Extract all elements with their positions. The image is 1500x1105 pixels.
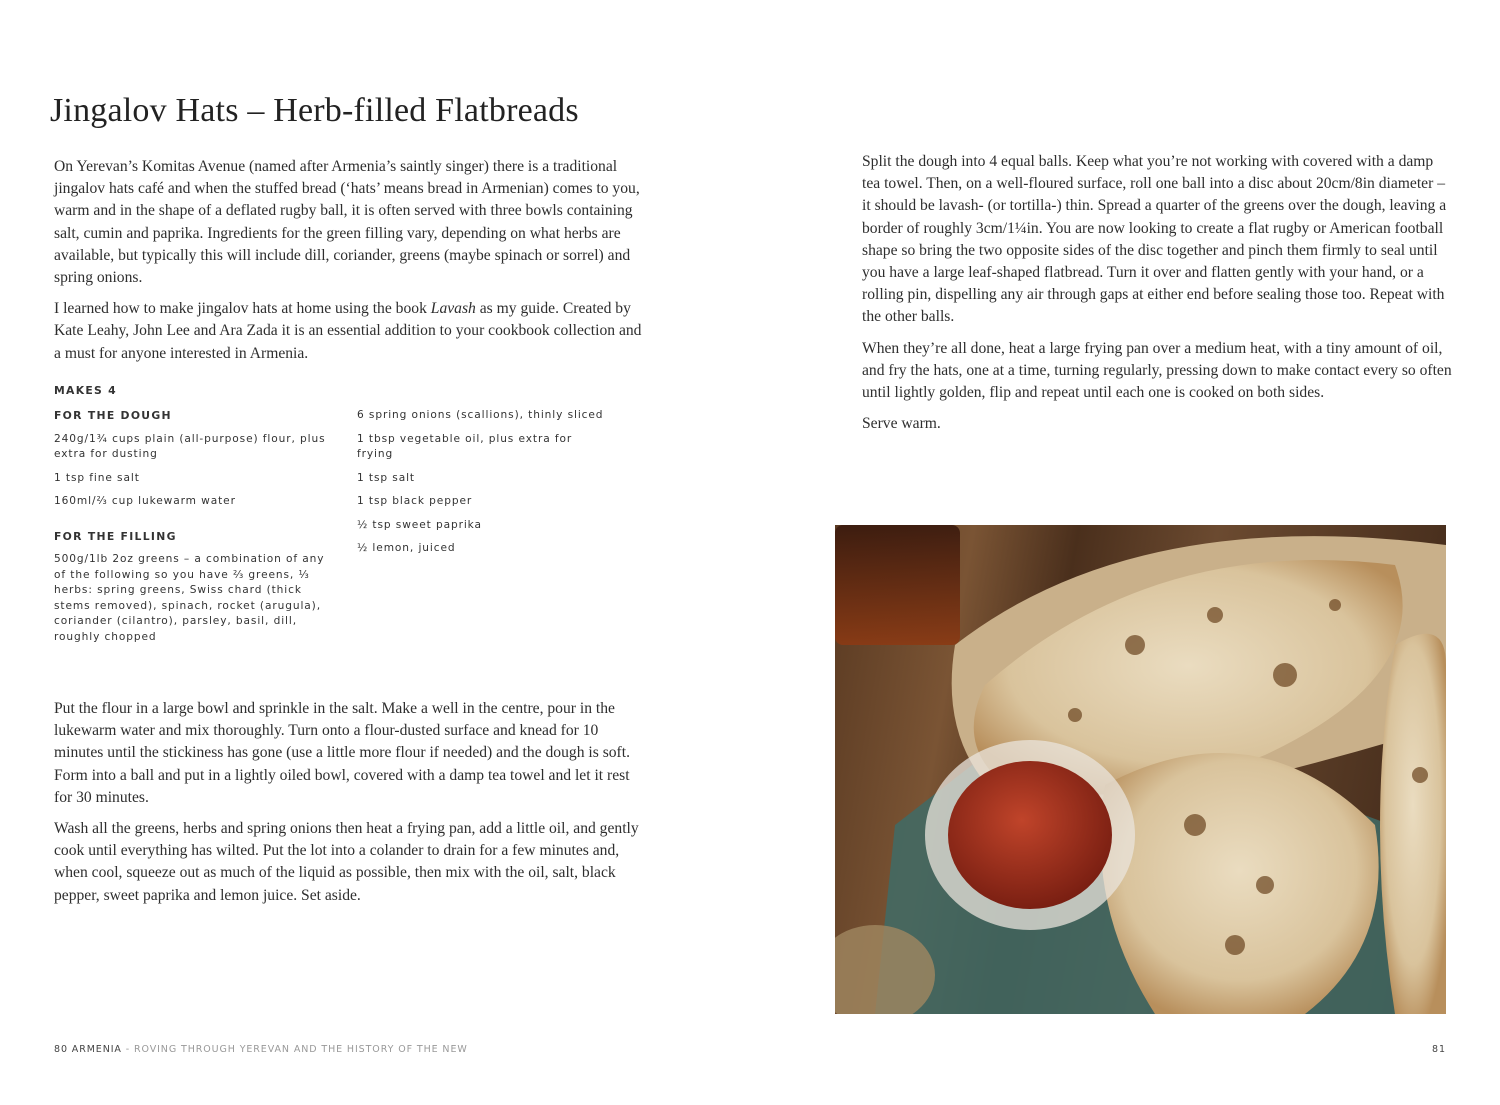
intro-paragraph: On Yerevan’s Komitas Avenue (named after Armenia’s saintly singer) there is a traditional jingalov hats café and when the stuffed bread (‘hats’ means bread in Armenian) comes to you, warm and in the shape of a deflated rugby ball, it is often served with three bowls containing salt, cumin and paprika. Ingredients for the green filling vary, depending on what herbs are available, but typically this will include dill, coriander, greens (maybe spinach or sorrel) and spring onions.: [54, 158, 640, 287]
ingredient: ½ lemon, juiced: [357, 542, 456, 554]
book-title: Lavash: [430, 300, 476, 318]
ingredient: 1 tbsp vegetable oil, plus extra for frying: [357, 432, 573, 460]
method-step: Serve warm.: [862, 415, 941, 433]
ingredients-column-2: [357, 408, 647, 565]
method-step: When they’re all done, heat a large frying pan over a medium heat, with a tiny amount of oil, and fry the hats, one at a time, turning regularly, pressing down to make contact every so often until lightly golden, flip and repeat until each one is cooked on both sides.: [862, 339, 1452, 402]
text: I learned how to make jingalov hats at home using the book: [54, 300, 431, 318]
ingredient: 240g/1¾ cups plain (all-purpose) flour, plus extra for dusting: [54, 432, 326, 460]
ingredient: 6 spring onions (scallions), thinly sliced: [357, 409, 604, 421]
page-number-section: 80 ARMENIA: [54, 1044, 122, 1055]
yield-label: MAKES 4: [54, 384, 117, 397]
ingredient: 500g/1lb 2oz greens – a combination of any of the following so you have ⅔ greens, ⅓ herbs: spring greens, Swiss chard (thick stems removed), spinach, rocket (arugula), coriander (cilantro), parsley, basil, dill, roughly chopped: [54, 553, 325, 643]
ingredient: 160ml/⅔ cup lukewarm water: [54, 495, 236, 507]
method-step: Put the flour in a large bowl and sprinkle in the salt. Make a well in the centre, pour in the lukewarm water and mix thoroughly. Turn onto a flour-dusted surface and knead for 10 minutes until the stickiness has gone (use a little more flour if needed) and the dough is soft. Form into a ball and put in a lightly oiled bowl, covered with a damp tea towel and let it rest for 30 minutes.: [54, 700, 630, 806]
method-left: [54, 698, 644, 916]
footer-left: [54, 1044, 468, 1055]
ingredient: ½ tsp sweet paprika: [357, 518, 482, 531]
dough-heading: FOR THE DOUGH: [54, 409, 172, 422]
ingredients-column-1: [54, 408, 344, 653]
method-right: [862, 151, 1452, 444]
flatbread-illustration: [835, 525, 1446, 1014]
page-number-right: 81: [1432, 1044, 1446, 1055]
intro-paragraph-book: [54, 298, 644, 365]
food-photo: [835, 525, 1446, 1014]
ingredient: 1 tsp fine salt: [54, 471, 140, 484]
ingredient: 1 tsp salt: [357, 471, 415, 484]
method-step: Wash all the greens, herbs and spring onions then heat a frying pan, add a little oil, and gently cook until everything has wilted. Put the lot into a colander to drain for a few minutes and, when cool, squeeze out as much of the liquid as possible, then mix with the oil, salt, black pepper, sweet paprika and lemon juice. Set aside.: [54, 820, 639, 904]
ingredient: 1 tsp black pepper: [357, 495, 473, 507]
recipe-title: Jingalov Hats – Herb-filled Flatbreads: [50, 92, 579, 129]
intro-text: [54, 156, 644, 374]
chapter-title: - ROVING THROUGH YEREVAN AND THE HISTORY OF THE NEW: [121, 1044, 468, 1055]
text: as my guide. Created by Kate Leahy, John Lee and Ara Zada it is an essential addition to your cookbook collection and a must for anyone interested in Armenia.: [54, 300, 642, 362]
filling-heading: FOR THE FILLING: [54, 529, 177, 543]
method-step: Split the dough into 4 equal balls. Keep what you’re not working with covered with a damp tea towel. Then, on a well-floured surface, roll one ball into a disc about 20cm/8in diameter – it should be lavash- (or tortilla-) thin. Spread a quarter of the greens over the dough, leaving a border of roughly 3cm/1¼in. You are now looking to create a flat rugby or American football shape so bring the two opposite sides of the disc together and pinch them firmly to seal until you have a large leaf-shaped flatbread. Turn it over and flatten gently with your hand, or a rolling pin, dispelling any air through gaps at either end before sealing those too. Repeat with the other balls.: [862, 153, 1447, 326]
